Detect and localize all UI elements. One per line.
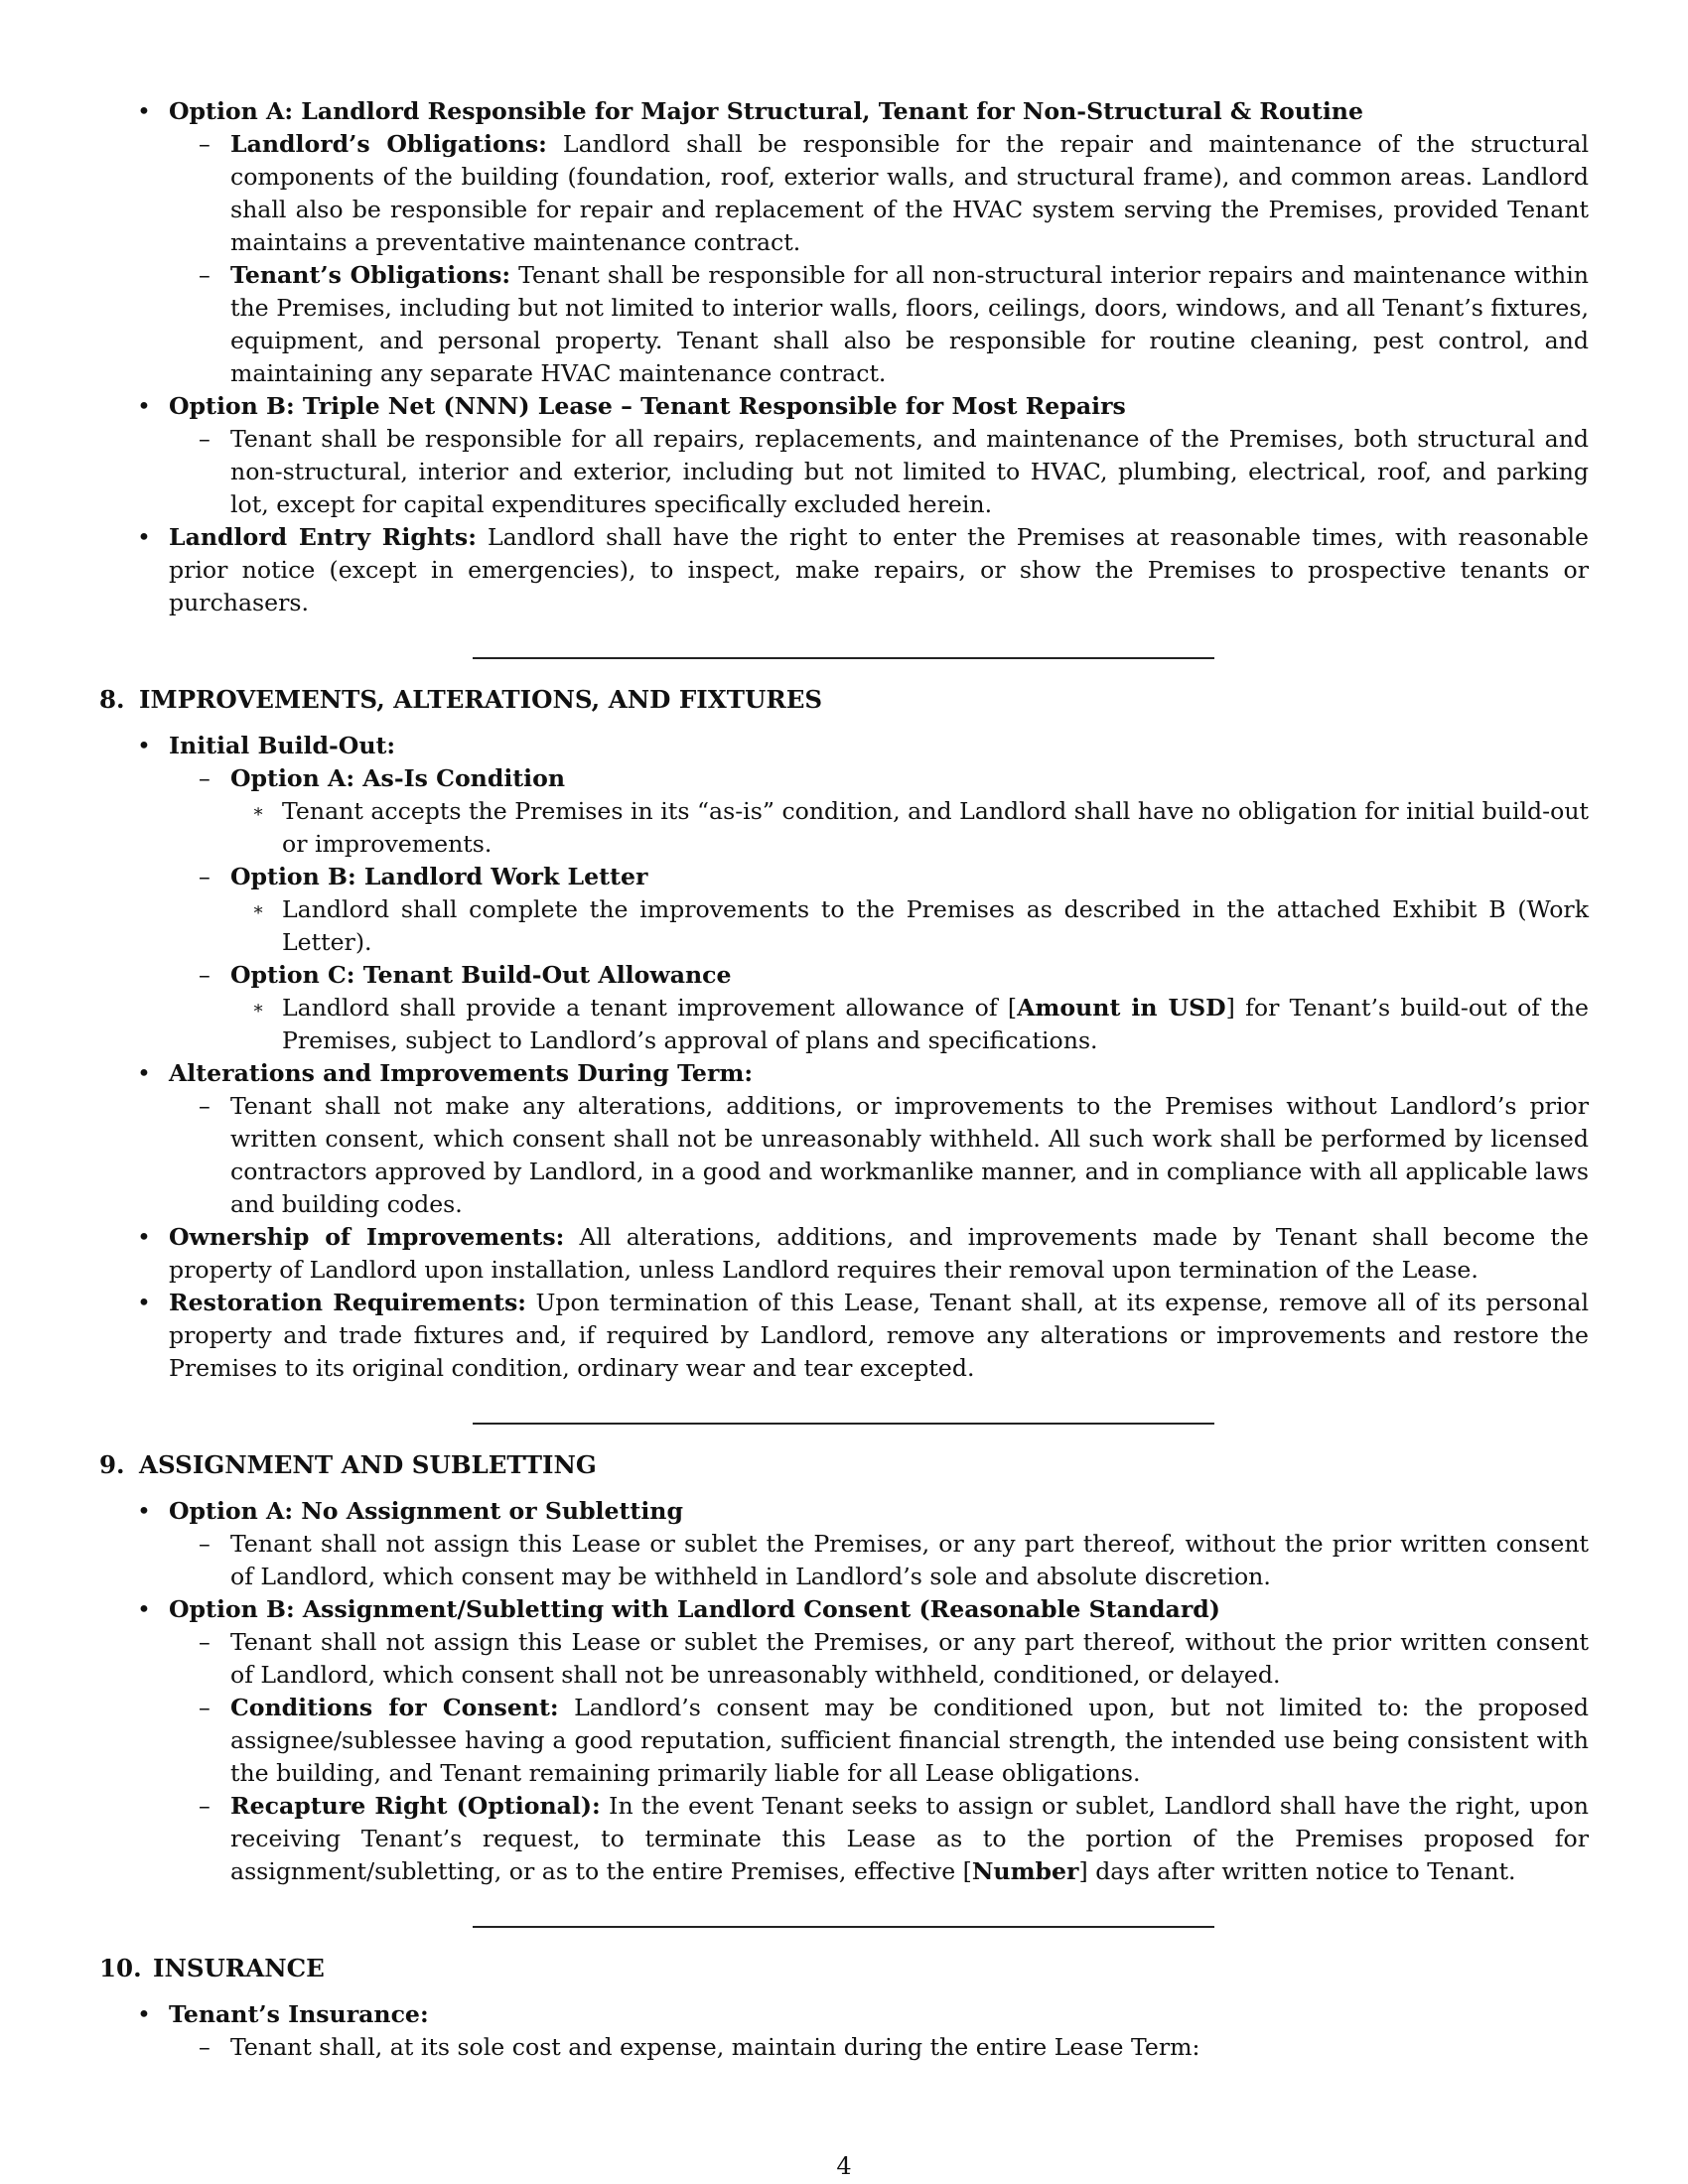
list-item — [99, 390, 1589, 521]
section-heading — [99, 1952, 1589, 1984]
option-heading: Option B: Assignment/Subletting with Landlord Consent (Reasonable Standard) — [169, 1595, 1220, 1623]
clause-text: All alterations, additions, and improvements made by Tenant shall become the property of Landlord upon installation, unless Landlord requires their removal upon termination of the Lease. — [169, 1223, 1589, 1284]
term-label: Tenant’s Obligations: — [230, 261, 511, 289]
section-9-list — [99, 1495, 1589, 1888]
section-7-continued — [99, 95, 1589, 619]
section-number: 9. — [99, 1450, 125, 1479]
list-item — [230, 992, 1589, 1057]
clause-text: Landlord shall provide a tenant improvement allowance of [ — [282, 994, 1018, 1022]
list-item — [169, 1626, 1589, 1692]
list-item — [99, 1998, 1589, 2064]
section-divider — [473, 657, 1214, 659]
list-item — [169, 423, 1589, 521]
section-10-list — [99, 1998, 1589, 2064]
page-content — [99, 95, 1589, 2064]
list-item — [99, 730, 1589, 1057]
list-item — [169, 861, 1589, 959]
placeholder-field: Amount in USD — [1017, 994, 1226, 1022]
option-heading: Option A: As-Is Condition — [230, 764, 566, 792]
list-item — [99, 1221, 1589, 1287]
term-label: Initial Build-Out: — [169, 732, 396, 759]
section-8-list — [99, 730, 1589, 1385]
term-label: Restoration Requirements: — [169, 1289, 526, 1316]
list-item — [169, 128, 1589, 259]
clause-text: Landlord shall have the right to enter the Premises at reasonable times, with reasonable prior notice (except in emergencies), to inspect, make repairs, or show the Premises to prospective tenants or purchasers. — [169, 523, 1589, 616]
section-divider — [473, 1423, 1214, 1425]
clause-text: ] for Tenant’s build-out of the Premises, subject to Landlord’s approval of plans and specifications. — [282, 994, 1589, 1054]
term-label: Tenant’s Insurance: — [169, 2000, 429, 2028]
section-title: IMPROVEMENTS, ALTERATIONS, AND FIXTURES — [139, 685, 823, 714]
list-item — [99, 1495, 1589, 1593]
list-item — [99, 1593, 1589, 1888]
clause-text: Tenant shall be responsible for all repairs, replacements, and maintenance of the Premises, both structural and non-structural, interior and exterior, including but not limited to HVAC, plumbing, electrical, roof, and parking lot, except for capital expenditures specifically excluded herein. — [230, 425, 1589, 518]
option-heading: Option C: Tenant Build-Out Allowance — [230, 961, 732, 989]
list-item — [99, 1057, 1589, 1221]
list-item — [169, 2031, 1589, 2064]
clause-text: ] days after written notice to Tenant. — [1078, 1857, 1516, 1885]
clause-text: Tenant shall, at its sole cost and expense, maintain during the entire Lease Term: — [230, 2033, 1200, 2061]
list-item — [169, 1528, 1589, 1593]
term-label: Alterations and Improvements During Term: — [169, 1059, 754, 1087]
clause-text: In the event Tenant seeks to assign or sublet, Landlord shall have the right, upon receiving Tenant’s request, to terminate this Lease as to the portion of the Premises proposed for assignment/subletting, or as to the entire Premises, effective [ — [230, 1792, 1589, 1885]
term-label: Landlord’s Obligations: — [230, 130, 547, 158]
section-title: ASSIGNMENT AND SUBLETTING — [139, 1450, 597, 1479]
clause-text: Landlord shall be responsible for the repair and maintenance of the structural components of the building (foundation, roof, exterior walls, and structural frame), and common areas. Landlord shall also be responsible for repair and replacement of the HVAC system serving the Premises, provided Tenant maintains a preventative maintenance contract. — [230, 130, 1589, 256]
clause-text: Tenant shall not assign this Lease or sublet the Premises, or any part thereof, without the prior written consent of Landlord, which consent may be withheld in Landlord’s sole and absolute discretion. — [230, 1530, 1589, 1590]
page-number: 4 — [836, 2152, 852, 2180]
list-item — [169, 959, 1589, 1057]
clause-text: Landlord shall complete the improvements to the Premises as described in the attached Exhibit B (Work Letter). — [282, 895, 1589, 956]
section-heading — [99, 1448, 1589, 1481]
placeholder-field: Number — [971, 1857, 1079, 1885]
list-item — [99, 521, 1589, 619]
section-title: INSURANCE — [153, 1954, 325, 1982]
option-heading: Option A: Landlord Responsible for Major Structural, Tenant for Non-Structural & Routine — [169, 97, 1363, 125]
clause-text: Tenant shall not make any alterations, additions, or improvements to the Premises without Landlord’s prior written consent, which consent shall not be unreasonably withheld. All such work shall be performed by licensed contractors approved by Landlord, in a good and workmanlike manner, and in compliance with all applicable laws and building codes. — [230, 1092, 1589, 1218]
clause-text: Tenant shall be responsible for all non-structural interior repairs and maintenance within the Premises, including but not limited to interior walls, floors, ceilings, doors, windows, and all Tenant’s fixtures, equipment, and personal property. Tenant shall also be responsible for routine cleaning, pest control, and maintaining any separate HVAC maintenance contract. — [230, 261, 1589, 387]
list-item — [169, 1090, 1589, 1221]
list-item — [169, 1692, 1589, 1790]
section-divider — [473, 1926, 1214, 1928]
list-item — [169, 259, 1589, 390]
list-item — [169, 762, 1589, 861]
term-label: Recapture Right (Optional): — [230, 1792, 601, 1820]
list-item — [99, 95, 1589, 390]
option-heading: Option B: Triple Net (NNN) Lease – Tenant Responsible for Most Repairs — [169, 392, 1126, 420]
list-item — [230, 795, 1589, 861]
section-heading — [99, 683, 1589, 716]
list-item — [169, 1790, 1589, 1888]
clause-text: Tenant shall not assign this Lease or sublet the Premises, or any part thereof, without the prior written consent of Landlord, which consent shall not be unreasonably withheld, conditioned, or delayed. — [230, 1628, 1589, 1689]
section-number: 8. — [99, 685, 125, 714]
term-label: Conditions for Consent: — [230, 1694, 559, 1721]
term-label: Landlord Entry Rights: — [169, 523, 477, 551]
term-label: Ownership of Improvements: — [169, 1223, 565, 1251]
clause-text: Landlord’s consent may be conditioned upon, but not limited to: the proposed assignee/sublessee having a good reputation, sufficient financial strength, the intended use being consistent with the building, and Tenant remaining primarily liable for all Lease obligations. — [230, 1694, 1589, 1787]
list-item — [99, 1287, 1589, 1385]
option-heading: Option A: No Assignment or Subletting — [169, 1497, 683, 1525]
clause-text: Tenant accepts the Premises in its “as-is” condition, and Landlord shall have no obligation for initial build-out or improvements. — [282, 797, 1589, 858]
clause-text: Upon termination of this Lease, Tenant shall, at its expense, remove all of its personal property and trade fixtures and, if required by Landlord, remove any alterations or improvements and restore the Premises to its original condition, ordinary wear and tear excepted. — [169, 1289, 1589, 1382]
list-item — [230, 893, 1589, 959]
section-number: 10. — [99, 1954, 142, 1982]
option-heading: Option B: Landlord Work Letter — [230, 863, 648, 890]
